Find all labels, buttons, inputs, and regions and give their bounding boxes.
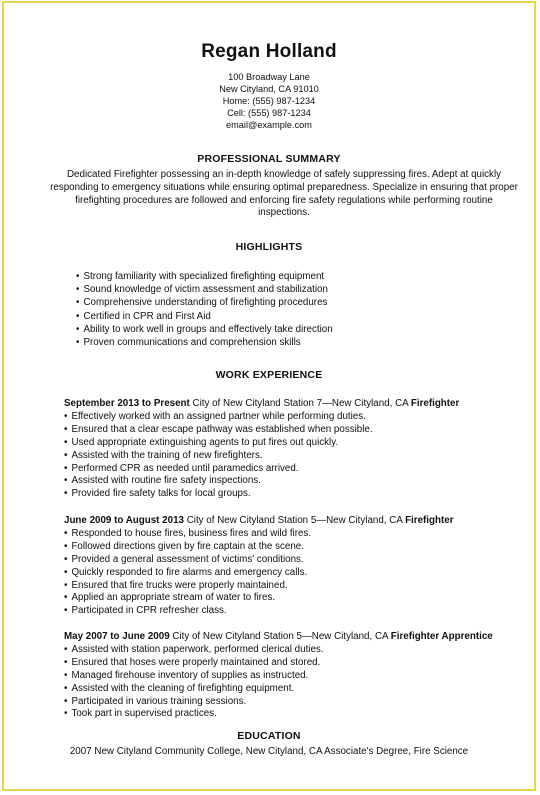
list-item: • Managed firehouse inventory of supplies as instructed.	[64, 670, 534, 683]
contact-email: email@example.com	[226, 120, 312, 130]
contact-home-phone: Home: (555) 987-1234	[222, 96, 316, 106]
contact-cell-phone: Cell: (555) 987-1234	[227, 108, 311, 118]
job-employer: City of New Cityland Station 5—New Cityland, CA	[186, 515, 403, 526]
job-header	[64, 631, 534, 644]
list-item: • Ensured that hoses were properly maintained and stored.	[64, 657, 534, 670]
list-item: • Assisted with station paperwork, performed clerical duties.	[64, 644, 534, 657]
summary-heading: PROFESSIONAL SUMMARY	[197, 153, 341, 165]
job-dates: June 2009 to August 2013	[64, 515, 184, 526]
job-duties	[64, 644, 534, 721]
list-item: • Comprehensive understanding of firefighting procedures	[76, 296, 333, 309]
list-item: • Strong familiarity with specialized firefighting equipment	[76, 270, 333, 283]
list-item: • Sound knowledge of victim assessment and stabilization	[76, 283, 333, 296]
contact-address: 100 Broadway Lane	[228, 72, 310, 82]
list-item: • Ensured that fire trucks were properly maintained.	[64, 580, 534, 593]
highlights-list	[76, 270, 333, 349]
highlights-heading: HIGHLIGHTS	[235, 241, 303, 253]
list-item: • Followed directions given by fire captain at the scene.	[64, 541, 534, 554]
list-item: • Certified in CPR and First Aid	[76, 310, 333, 323]
job-header	[64, 515, 534, 528]
job-entry	[64, 631, 534, 721]
list-item: • Assisted with the cleaning of firefighting equipment.	[64, 683, 534, 696]
job-title: Firefighter Apprentice	[390, 631, 493, 642]
resume-page	[2, 1, 536, 791]
summary-text: Dedicated Firefighter possessing an in-depth knowledge of safely suppressing fires. Adept at quickly responding to emergency situations while ensuring optimal preparedness. Specialize in ensuring that proper firefighting procedures are followed and enforcing fire safety regulations while performing routine inspections.	[50, 169, 518, 219]
education-text: 2007 New Cityland Community College, New Cityland, CA Associate's Degree, Fire Science	[69, 746, 469, 757]
list-item: • Took part in supervised practices.	[64, 708, 534, 721]
job-dates: May 2007 to June 2009	[64, 631, 170, 642]
job-entry	[64, 398, 534, 501]
list-item: • Participated in CPR refresher class.	[64, 605, 534, 618]
job-dates: September 2013 to Present	[64, 398, 190, 409]
candidate-name: Regan Holland	[201, 41, 337, 62]
list-item: • Provided fire safety talks for local groups.	[64, 488, 534, 501]
job-title: Firefighter	[405, 515, 454, 526]
list-item: • Applied an appropriate stream of water to fires.	[64, 592, 534, 605]
job-duties	[64, 528, 534, 618]
list-item: • Assisted with the training of new firefighters.	[64, 450, 534, 463]
job-employer: City of New Cityland Station 7—New Cityland, CA	[192, 398, 409, 409]
list-item: • Ensured that a clear escape pathway was established when possible.	[64, 424, 534, 437]
list-item: • Performed CPR as needed until paramedics arrived.	[64, 463, 534, 476]
list-item: • Provided a general assessment of victims' conditions.	[64, 554, 534, 567]
list-item: • Used appropriate extinguishing agents to put fires out quickly.	[64, 437, 534, 450]
contact-block	[4, 71, 534, 131]
job-title: Firefighter	[410, 398, 460, 409]
job-entry	[64, 515, 534, 618]
education-heading: EDUCATION	[237, 730, 301, 742]
list-item: • Participated in various training sessions.	[64, 696, 534, 709]
list-item: • Assisted with routine fire safety inspections.	[64, 475, 534, 488]
job-header	[64, 398, 534, 411]
list-item: • Proven communications and comprehension skills	[76, 336, 333, 349]
job-duties	[64, 411, 534, 501]
list-item: • Responded to house fires, business fires and wild fires.	[64, 528, 534, 541]
experience-heading: WORK EXPERIENCE	[215, 369, 323, 381]
contact-city: New Cityland, CA 91010	[219, 84, 319, 94]
list-item: • Effectively worked with an assigned partner while performing duties.	[64, 411, 534, 424]
list-item: • Ability to work well in groups and effectively take direction	[76, 323, 333, 336]
list-item: • Quickly responded to fire alarms and emergency calls.	[64, 567, 534, 580]
job-employer: City of New Cityland Station 5—New Cityland, CA	[172, 631, 389, 642]
